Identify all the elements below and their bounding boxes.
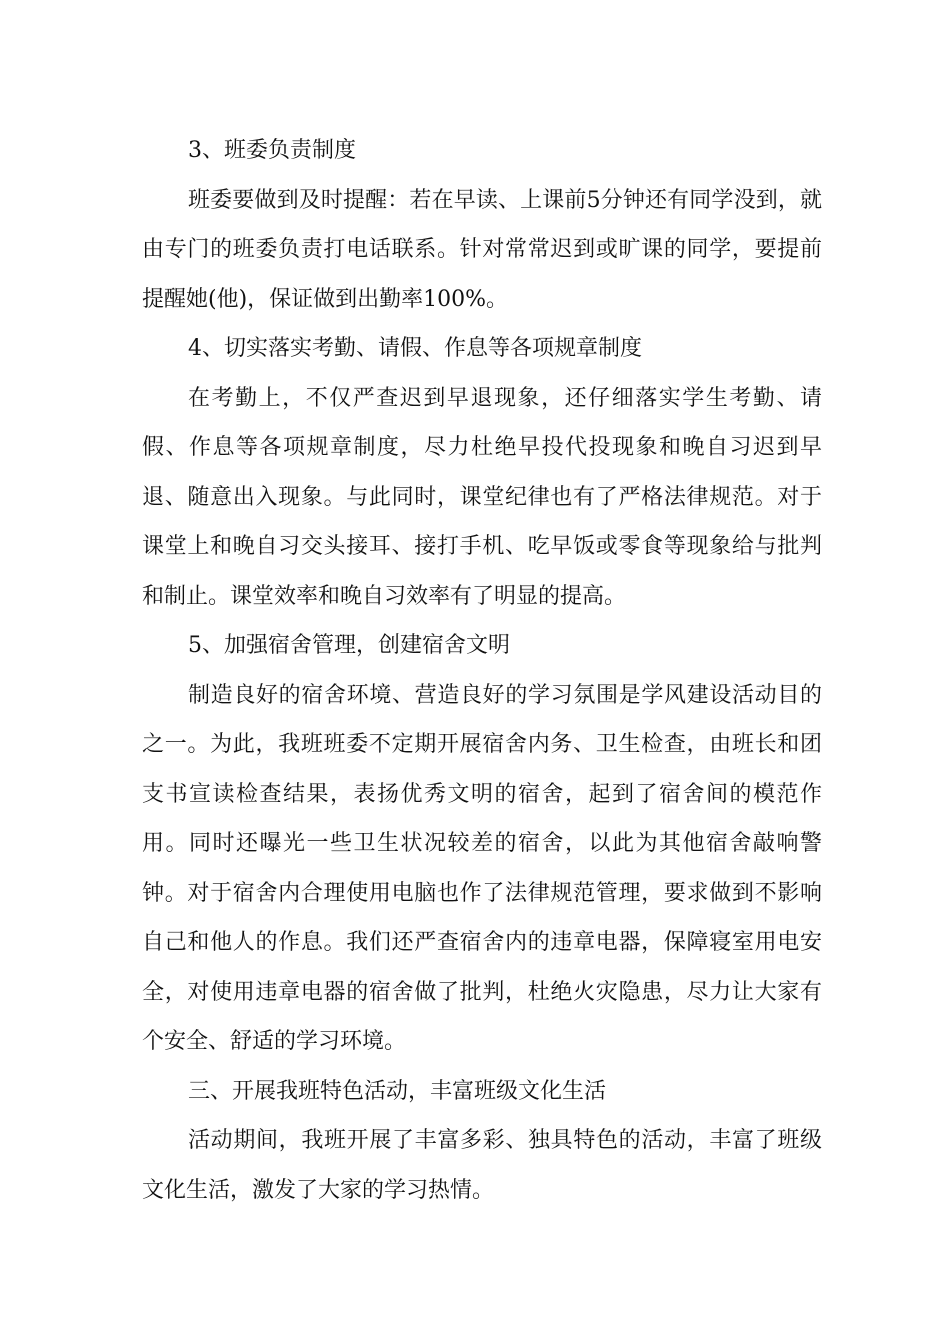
paragraph-dormitory-management: 制造良好的宿舍环境、营造良好的学习氛围是学风建设活动目的之一。为此，我班班委不定期开展宿舍内务、卫生检查，由班长和团支书宣读检查结果，表扬优秀文明的宿舍，起到了宿舍间的模范作用。同时还曝光一些卫生状况较差的宿舍，以此为其他宿舍敲响警钟。对于宿舍内合理使用电脑也作了法律规范管理，要求做到不影响自己和他人的作息。我们还严查宿舍内的违章电器，保障寝室用电安全，对使用违章电器的宿舍做了批判，杜绝火灾隐患，尽力让大家有个安全、舒适的学习环境。 bbox=[142, 682, 822, 1054]
heading-dormitory-management: 5、加强宿舍管理，创建宿舍文明 bbox=[188, 633, 510, 658]
heading-special-activities: 三、开展我班特色活动，丰富班级文化生活 bbox=[188, 1078, 607, 1104]
heading-class-committee: 3、班委负责制度 bbox=[188, 138, 356, 163]
heading-attendance-rules: 4、切实落实考勤、请假、作息等各项规章制度 bbox=[188, 336, 642, 361]
paragraph-attendance-rules: 在考勤上，不仅严查迟到早退现象，还仔细落实学生考勤、请假、作息等各项规章制度，尽力杜绝早投代投现象和晚自习迟到早退、随意出入现象。与此同时，课堂纪律也有了严格法律规范。对于课堂上和晚自习交头接耳、接打手机、吃早饭或零食等现象给与批判和制止。课堂效率和晚自习效率有了明显的提高。 bbox=[142, 385, 822, 609]
paragraph-class-committee: 班委要做到及时提醒：若在早读、上课前5分钟还有同学没到，就由专门的班委负责打电话联系。针对常常迟到或旷课的同学，要提前提醒她(他)，保证做到出勤率100%。 bbox=[142, 187, 822, 312]
document-body bbox=[142, 126, 822, 1215]
paragraph-special-activities: 活动期间，我班开展了丰富多彩、独具特色的活动，丰富了班级文化生活，激发了大家的学习热情。 bbox=[142, 1128, 822, 1203]
